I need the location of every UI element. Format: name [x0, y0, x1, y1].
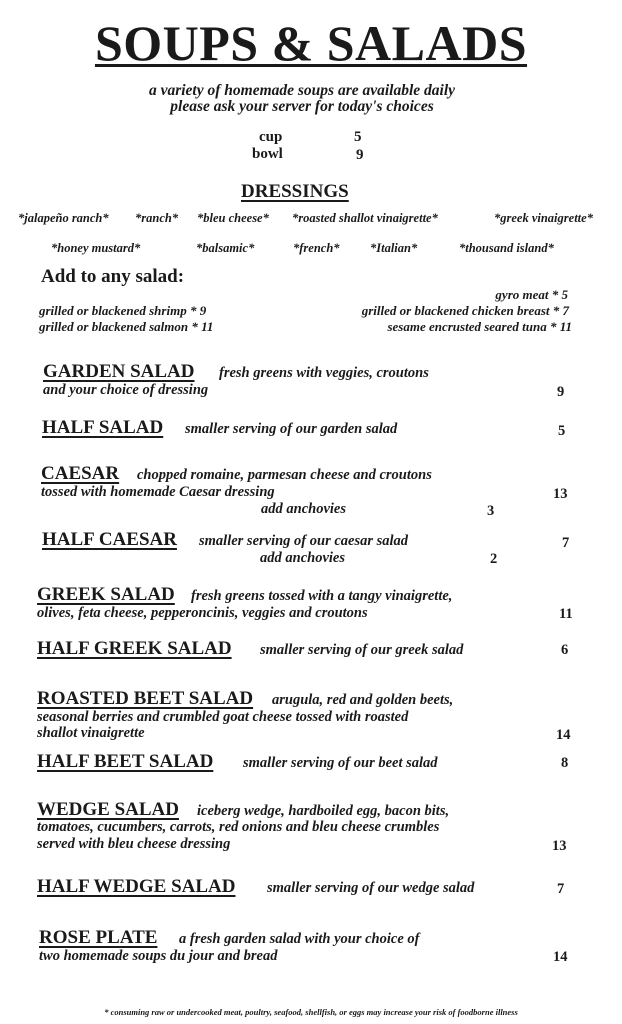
- addon-tuna: sesame encrusted seared tuna * 11: [387, 319, 572, 334]
- dressing-item: *roasted shallot vinaigrette*: [292, 211, 438, 225]
- menu-item-extra-price: 3: [487, 503, 495, 519]
- menu-item-desc: tossed with homemade Caesar dressing: [41, 484, 275, 500]
- menu-item-price: 8: [561, 755, 569, 771]
- menu-item-desc: two homemade soups du jour and bread: [39, 948, 278, 964]
- menu-item-price: 9: [557, 384, 565, 400]
- menu-item-price: 14: [556, 727, 571, 743]
- menu-item-desc: and your choice of dressing: [43, 382, 209, 398]
- dressing-item: *jalapeño ranch*: [18, 211, 109, 225]
- dressing-item: *thousand island*: [459, 241, 554, 255]
- dressing-item: *french*: [293, 241, 340, 255]
- menu-item-price: 14: [553, 949, 568, 965]
- soup-size-cup: cup: [259, 129, 283, 145]
- addon-shrimp: grilled or blackened shrimp * 9: [39, 303, 207, 318]
- menu-item-name: HALF CAESAR: [42, 529, 177, 550]
- menu-item-desc: a fresh garden salad with your choice of: [179, 931, 420, 947]
- menu-item-name: HALF WEDGE SALAD: [37, 876, 236, 897]
- menu-item-name: CAESAR: [41, 463, 120, 484]
- menu-item-price: 11: [559, 606, 573, 622]
- menu-item-desc: smaller serving of our beet salad: [243, 755, 438, 771]
- dressing-item: *Italian*: [370, 241, 418, 255]
- menu-item-name: WEDGE SALAD: [37, 799, 179, 820]
- addon-salmon: grilled or blackened salmon * 11: [39, 319, 214, 334]
- menu-item-price: 13: [552, 838, 567, 854]
- menu-item-price: 6: [561, 642, 569, 658]
- menu-item-desc: fresh greens with veggies, croutons: [219, 365, 429, 381]
- menu-item-name: GARDEN SALAD: [43, 361, 195, 382]
- addon-gyro: gyro meat * 5: [495, 287, 568, 302]
- menu-item-price: 13: [553, 486, 568, 502]
- menu-item-desc: smaller serving of our caesar salad: [199, 533, 409, 549]
- menu-item-extra: add anchovies: [260, 550, 345, 566]
- soup-size-bowl: bowl: [252, 146, 283, 162]
- menu-item-extra: add anchovies: [261, 501, 346, 517]
- dressings-header: DRESSINGS: [241, 181, 349, 202]
- soup-price-bowl: 9: [356, 147, 364, 163]
- menu-item-desc: tomatoes, cucumbers, carrots, red onions and bleu cheese crumbles: [37, 819, 440, 835]
- footer-disclaimer: * consuming raw or undercooked meat, poultry, seafood, shellfish, or eggs may increase your risk of foodborne illness: [104, 1007, 518, 1017]
- menu-item-desc: iceberg wedge, hardboiled egg, bacon bits,: [197, 803, 450, 819]
- dressing-item: *bleu cheese*: [197, 211, 269, 225]
- menu-item-name: GREEK SALAD: [37, 584, 175, 605]
- menu-item-desc: chopped romaine, parmesan cheese and croutons: [137, 467, 432, 483]
- soups-line-1: a variety of homemade soups are available daily: [148, 82, 456, 99]
- menu-item-name: HALF GREEK SALAD: [37, 638, 232, 659]
- dressing-item: *honey mustard*: [51, 241, 141, 255]
- menu-item-desc: fresh greens tossed with a tangy vinaigrette,: [191, 588, 453, 604]
- menu-item-desc: arugula, red and golden beets,: [272, 692, 454, 708]
- menu-item-desc: smaller serving of our garden salad: [185, 421, 398, 437]
- menu-item-desc: served with bleu cheese dressing: [37, 836, 231, 852]
- dressing-item: *balsamic*: [196, 241, 255, 255]
- addon-chicken: grilled or blackened chicken breast * 7: [361, 303, 569, 318]
- menu-item-name: ROASTED BEET SALAD: [37, 688, 254, 709]
- soup-price-cup: 5: [354, 129, 362, 145]
- menu-item-name: HALF BEET SALAD: [37, 751, 214, 772]
- menu-item-desc: smaller serving of our wedge salad: [267, 880, 475, 896]
- page-title: SOUPS & SALADS: [94, 15, 528, 71]
- menu-item-desc: seasonal berries and crumbled goat cheese tossed with roasted: [37, 709, 409, 725]
- menu-item-desc: olives, feta cheese, pepperoncinis, veggies and croutons: [37, 605, 368, 621]
- dressing-item: *greek vinaigrette*: [494, 211, 593, 225]
- menu-item-name: ROSE PLATE: [39, 927, 158, 948]
- menu-item-name: HALF SALAD: [42, 417, 164, 438]
- menu-item-desc: shallot vinaigrette: [37, 725, 145, 741]
- menu-item-price: 5: [558, 423, 566, 439]
- menu-item-price: 7: [562, 535, 570, 551]
- soups-line-2: please ask your server for today's choices: [170, 98, 434, 115]
- menu-item-extra-price: 2: [490, 551, 498, 567]
- addons-header: Add to any salad:: [41, 266, 185, 287]
- menu-item-price: 7: [557, 881, 565, 897]
- menu-item-desc: smaller serving of our greek salad: [260, 642, 464, 658]
- dressing-item: *ranch*: [135, 211, 179, 225]
